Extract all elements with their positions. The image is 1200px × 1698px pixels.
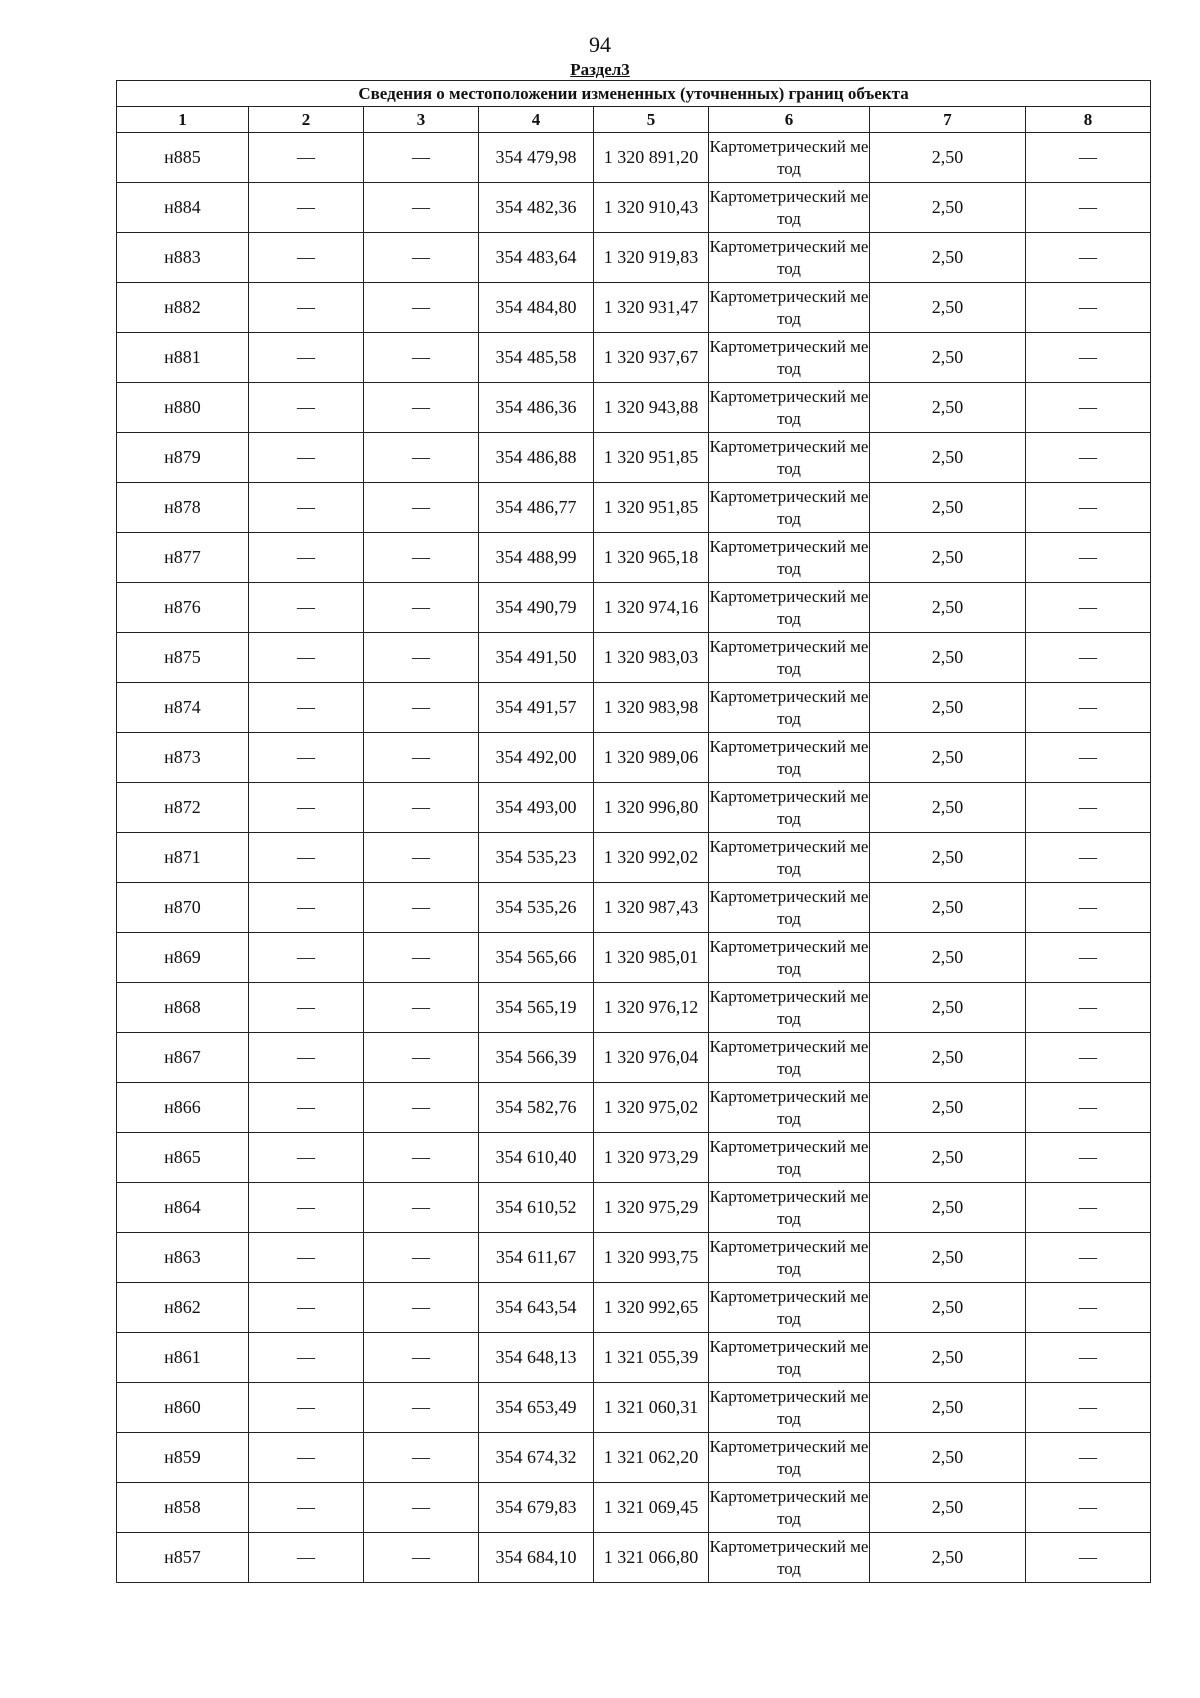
- point-id-cell: н860: [117, 1383, 249, 1433]
- empty-dash-cell: —: [1026, 583, 1151, 633]
- empty-dash-cell: —: [1026, 683, 1151, 733]
- method-cell: Картометрический метод: [709, 233, 870, 283]
- method-cell: Картометрический метод: [709, 1133, 870, 1183]
- table-row: [117, 1083, 1151, 1133]
- empty-dash-cell: —: [364, 233, 479, 283]
- point-id-cell: н871: [117, 833, 249, 883]
- y-coordinate-cell: 1 320 985,01: [594, 933, 709, 983]
- empty-dash-cell: —: [1026, 1233, 1151, 1283]
- empty-dash-cell: —: [1026, 633, 1151, 683]
- point-id-cell: н858: [117, 1483, 249, 1533]
- y-coordinate-cell: 1 321 069,45: [594, 1483, 709, 1533]
- accuracy-cell: 2,50: [870, 1133, 1026, 1183]
- y-coordinate-cell: 1 320 965,18: [594, 533, 709, 583]
- empty-dash-cell: —: [1026, 733, 1151, 783]
- column-number: 4: [479, 107, 594, 133]
- accuracy-cell: 2,50: [870, 1533, 1026, 1583]
- column-number: 5: [594, 107, 709, 133]
- empty-dash-cell: —: [364, 1333, 479, 1383]
- empty-dash-cell: —: [1026, 1333, 1151, 1383]
- method-cell: Картометрический метод: [709, 933, 870, 983]
- y-coordinate-cell: 1 320 951,85: [594, 433, 709, 483]
- empty-dash-cell: —: [249, 433, 364, 483]
- empty-dash-cell: —: [1026, 1083, 1151, 1133]
- empty-dash-cell: —: [1026, 783, 1151, 833]
- point-id-cell: н874: [117, 683, 249, 733]
- method-cell: Картометрический метод: [709, 583, 870, 633]
- accuracy-cell: 2,50: [870, 483, 1026, 533]
- method-cell: Картометрический метод: [709, 1483, 870, 1533]
- y-coordinate-cell: 1 320 951,85: [594, 483, 709, 533]
- point-id-cell: н875: [117, 633, 249, 683]
- point-id-cell: н877: [117, 533, 249, 583]
- empty-dash-cell: —: [1026, 983, 1151, 1033]
- x-coordinate-cell: 354 684,10: [479, 1533, 594, 1583]
- table-row: [117, 833, 1151, 883]
- table-row: [117, 983, 1151, 1033]
- y-coordinate-cell: 1 320 974,16: [594, 583, 709, 633]
- empty-dash-cell: —: [249, 283, 364, 333]
- column-number: 1: [117, 107, 249, 133]
- method-cell: Картометрический метод: [709, 883, 870, 933]
- table-row: [117, 1283, 1151, 1333]
- accuracy-cell: 2,50: [870, 783, 1026, 833]
- table-row: [117, 433, 1151, 483]
- empty-dash-cell: —: [249, 683, 364, 733]
- point-id-cell: н883: [117, 233, 249, 283]
- y-coordinate-cell: 1 320 989,06: [594, 733, 709, 783]
- empty-dash-cell: —: [249, 883, 364, 933]
- empty-dash-cell: —: [364, 283, 479, 333]
- accuracy-cell: 2,50: [870, 833, 1026, 883]
- y-coordinate-cell: 1 320 973,29: [594, 1133, 709, 1183]
- y-coordinate-cell: 1 320 937,67: [594, 333, 709, 383]
- method-cell: Картометрический метод: [709, 833, 870, 883]
- x-coordinate-cell: 354 486,77: [479, 483, 594, 533]
- empty-dash-cell: —: [1026, 333, 1151, 383]
- method-cell: Картометрический метод: [709, 1383, 870, 1433]
- method-cell: Картометрический метод: [709, 733, 870, 783]
- table-row: [117, 1033, 1151, 1083]
- empty-dash-cell: —: [249, 983, 364, 1033]
- table-row: [117, 283, 1151, 333]
- empty-dash-cell: —: [1026, 1033, 1151, 1083]
- method-cell: Картометрический метод: [709, 1433, 870, 1483]
- empty-dash-cell: —: [364, 1533, 479, 1583]
- x-coordinate-cell: 354 483,64: [479, 233, 594, 283]
- accuracy-cell: 2,50: [870, 1383, 1026, 1433]
- empty-dash-cell: —: [1026, 1533, 1151, 1583]
- point-id-cell: н861: [117, 1333, 249, 1383]
- empty-dash-cell: —: [249, 933, 364, 983]
- method-cell: Картометрический метод: [709, 983, 870, 1033]
- empty-dash-cell: —: [364, 683, 479, 733]
- table-row: [117, 1383, 1151, 1433]
- accuracy-cell: 2,50: [870, 1033, 1026, 1083]
- point-id-cell: н878: [117, 483, 249, 533]
- empty-dash-cell: —: [1026, 283, 1151, 333]
- x-coordinate-cell: 354 484,80: [479, 283, 594, 333]
- point-id-cell: н881: [117, 333, 249, 383]
- point-id-cell: н872: [117, 783, 249, 833]
- empty-dash-cell: —: [1026, 383, 1151, 433]
- accuracy-cell: 2,50: [870, 133, 1026, 183]
- x-coordinate-cell: 354 535,26: [479, 883, 594, 933]
- x-coordinate-cell: 354 610,40: [479, 1133, 594, 1183]
- column-number: 7: [870, 107, 1026, 133]
- empty-dash-cell: —: [1026, 533, 1151, 583]
- accuracy-cell: 2,50: [870, 683, 1026, 733]
- y-coordinate-cell: 1 321 062,20: [594, 1433, 709, 1483]
- accuracy-cell: 2,50: [870, 283, 1026, 333]
- y-coordinate-cell: 1 320 992,65: [594, 1283, 709, 1333]
- empty-dash-cell: —: [364, 1133, 479, 1183]
- x-coordinate-cell: 354 488,99: [479, 533, 594, 583]
- point-id-cell: н884: [117, 183, 249, 233]
- accuracy-cell: 2,50: [870, 433, 1026, 483]
- y-coordinate-cell: 1 320 976,04: [594, 1033, 709, 1083]
- empty-dash-cell: —: [364, 1033, 479, 1083]
- y-coordinate-cell: 1 320 891,20: [594, 133, 709, 183]
- empty-dash-cell: —: [364, 1083, 479, 1133]
- empty-dash-cell: —: [364, 133, 479, 183]
- y-coordinate-cell: 1 321 066,80: [594, 1533, 709, 1583]
- point-id-cell: н873: [117, 733, 249, 783]
- accuracy-cell: 2,50: [870, 1083, 1026, 1133]
- empty-dash-cell: —: [364, 1283, 479, 1333]
- point-id-cell: н864: [117, 1183, 249, 1233]
- x-coordinate-cell: 354 611,67: [479, 1233, 594, 1283]
- x-coordinate-cell: 354 493,00: [479, 783, 594, 833]
- empty-dash-cell: —: [364, 583, 479, 633]
- column-number: 2: [249, 107, 364, 133]
- point-id-cell: н882: [117, 283, 249, 333]
- table-row: [117, 933, 1151, 983]
- accuracy-cell: 2,50: [870, 1283, 1026, 1333]
- x-coordinate-cell: 354 482,36: [479, 183, 594, 233]
- table-row: [117, 1333, 1151, 1383]
- empty-dash-cell: —: [249, 1283, 364, 1333]
- y-coordinate-cell: 1 320 983,03: [594, 633, 709, 683]
- method-cell: Картометрический метод: [709, 1083, 870, 1133]
- empty-dash-cell: —: [364, 183, 479, 233]
- method-cell: Картометрический метод: [709, 1283, 870, 1333]
- y-coordinate-cell: 1 320 943,88: [594, 383, 709, 433]
- x-coordinate-cell: 354 492,00: [479, 733, 594, 783]
- empty-dash-cell: —: [364, 1383, 479, 1433]
- empty-dash-cell: —: [249, 1083, 364, 1133]
- table-row: [117, 633, 1151, 683]
- empty-dash-cell: —: [1026, 1183, 1151, 1233]
- empty-dash-cell: —: [1026, 883, 1151, 933]
- empty-dash-cell: —: [1026, 233, 1151, 283]
- empty-dash-cell: —: [364, 833, 479, 883]
- table-row: [117, 483, 1151, 533]
- x-coordinate-cell: 354 485,58: [479, 333, 594, 383]
- accuracy-cell: 2,50: [870, 383, 1026, 433]
- accuracy-cell: 2,50: [870, 333, 1026, 383]
- point-id-cell: н876: [117, 583, 249, 633]
- x-coordinate-cell: 354 653,49: [479, 1383, 594, 1433]
- x-coordinate-cell: 354 491,50: [479, 633, 594, 683]
- x-coordinate-cell: 354 643,54: [479, 1283, 594, 1333]
- method-cell: Картометрический метод: [709, 333, 870, 383]
- y-coordinate-cell: 1 320 931,47: [594, 283, 709, 333]
- empty-dash-cell: —: [1026, 483, 1151, 533]
- point-id-cell: н870: [117, 883, 249, 933]
- accuracy-cell: 2,50: [870, 1333, 1026, 1383]
- empty-dash-cell: —: [364, 483, 479, 533]
- column-number: 3: [364, 107, 479, 133]
- table-row: [117, 683, 1151, 733]
- point-id-cell: н869: [117, 933, 249, 983]
- method-cell: Картометрический метод: [709, 783, 870, 833]
- empty-dash-cell: —: [364, 1433, 479, 1483]
- table-row: [117, 133, 1151, 183]
- x-coordinate-cell: 354 648,13: [479, 1333, 594, 1383]
- point-id-cell: н857: [117, 1533, 249, 1583]
- method-cell: Картометрический метод: [709, 633, 870, 683]
- x-coordinate-cell: 354 535,23: [479, 833, 594, 883]
- empty-dash-cell: —: [364, 783, 479, 833]
- table-row: [117, 1483, 1151, 1533]
- x-coordinate-cell: 354 486,88: [479, 433, 594, 483]
- empty-dash-cell: —: [364, 883, 479, 933]
- method-cell: Картометрический метод: [709, 1033, 870, 1083]
- point-id-cell: н865: [117, 1133, 249, 1183]
- empty-dash-cell: —: [249, 783, 364, 833]
- point-id-cell: н866: [117, 1083, 249, 1133]
- x-coordinate-cell: 354 566,39: [479, 1033, 594, 1083]
- y-coordinate-cell: 1 320 983,98: [594, 683, 709, 733]
- accuracy-cell: 2,50: [870, 1183, 1026, 1233]
- method-cell: Картометрический метод: [709, 183, 870, 233]
- empty-dash-cell: —: [1026, 833, 1151, 883]
- column-number: 8: [1026, 107, 1151, 133]
- empty-dash-cell: —: [1026, 433, 1151, 483]
- y-coordinate-cell: 1 320 975,02: [594, 1083, 709, 1133]
- x-coordinate-cell: 354 610,52: [479, 1183, 594, 1233]
- empty-dash-cell: —: [1026, 133, 1151, 183]
- empty-dash-cell: —: [249, 383, 364, 433]
- method-cell: Картометрический метод: [709, 533, 870, 583]
- y-coordinate-cell: 1 320 987,43: [594, 883, 709, 933]
- method-cell: Картометрический метод: [709, 1333, 870, 1383]
- coordinates-table: [116, 80, 1151, 1583]
- accuracy-cell: 2,50: [870, 733, 1026, 783]
- accuracy-cell: 2,50: [870, 1433, 1026, 1483]
- empty-dash-cell: —: [364, 1233, 479, 1283]
- x-coordinate-cell: 354 479,98: [479, 133, 594, 183]
- table-row: [117, 733, 1151, 783]
- empty-dash-cell: —: [249, 183, 364, 233]
- accuracy-cell: 2,50: [870, 983, 1026, 1033]
- empty-dash-cell: —: [364, 633, 479, 683]
- method-cell: Картометрический метод: [709, 483, 870, 533]
- empty-dash-cell: —: [249, 533, 364, 583]
- y-coordinate-cell: 1 320 919,83: [594, 233, 709, 283]
- empty-dash-cell: —: [249, 233, 364, 283]
- empty-dash-cell: —: [1026, 1433, 1151, 1483]
- empty-dash-cell: —: [1026, 1133, 1151, 1183]
- method-cell: Картометрический метод: [709, 1233, 870, 1283]
- empty-dash-cell: —: [364, 1183, 479, 1233]
- accuracy-cell: 2,50: [870, 1483, 1026, 1533]
- empty-dash-cell: —: [249, 1183, 364, 1233]
- point-id-cell: н859: [117, 1433, 249, 1483]
- method-cell: Картометрический метод: [709, 1183, 870, 1233]
- y-coordinate-cell: 1 320 976,12: [594, 983, 709, 1033]
- point-id-cell: н862: [117, 1283, 249, 1333]
- x-coordinate-cell: 354 679,83: [479, 1483, 594, 1533]
- column-number-row: [117, 107, 1151, 133]
- method-cell: Картометрический метод: [709, 133, 870, 183]
- accuracy-cell: 2,50: [870, 183, 1026, 233]
- method-cell: Картометрический метод: [709, 433, 870, 483]
- empty-dash-cell: —: [364, 383, 479, 433]
- empty-dash-cell: —: [364, 733, 479, 783]
- empty-dash-cell: —: [364, 933, 479, 983]
- x-coordinate-cell: 354 565,66: [479, 933, 594, 983]
- empty-dash-cell: —: [249, 833, 364, 883]
- empty-dash-cell: —: [249, 133, 364, 183]
- table-row: [117, 1183, 1151, 1233]
- table-row: [117, 1433, 1151, 1483]
- point-id-cell: н879: [117, 433, 249, 483]
- table-row: [117, 883, 1151, 933]
- table-row: [117, 333, 1151, 383]
- empty-dash-cell: —: [1026, 1383, 1151, 1433]
- point-id-cell: н880: [117, 383, 249, 433]
- empty-dash-cell: —: [364, 433, 479, 483]
- table-row: [117, 233, 1151, 283]
- accuracy-cell: 2,50: [870, 233, 1026, 283]
- y-coordinate-cell: 1 320 910,43: [594, 183, 709, 233]
- table-row: [117, 783, 1151, 833]
- table-caption: Сведения о местоположении измененных (уточненных) границ объекта: [117, 81, 1151, 107]
- empty-dash-cell: —: [249, 1033, 364, 1083]
- empty-dash-cell: —: [249, 1333, 364, 1383]
- empty-dash-cell: —: [1026, 1283, 1151, 1333]
- y-coordinate-cell: 1 321 055,39: [594, 1333, 709, 1383]
- x-coordinate-cell: 354 582,76: [479, 1083, 594, 1133]
- empty-dash-cell: —: [364, 983, 479, 1033]
- table-row: [117, 583, 1151, 633]
- method-cell: Картометрический метод: [709, 683, 870, 733]
- empty-dash-cell: —: [249, 333, 364, 383]
- y-coordinate-cell: 1 321 060,31: [594, 1383, 709, 1433]
- table-row: [117, 383, 1151, 433]
- accuracy-cell: 2,50: [870, 633, 1026, 683]
- accuracy-cell: 2,50: [870, 1233, 1026, 1283]
- x-coordinate-cell: 354 486,36: [479, 383, 594, 433]
- empty-dash-cell: —: [364, 1483, 479, 1533]
- empty-dash-cell: —: [249, 583, 364, 633]
- y-coordinate-cell: 1 320 993,75: [594, 1233, 709, 1283]
- x-coordinate-cell: 354 491,57: [479, 683, 594, 733]
- empty-dash-cell: —: [1026, 183, 1151, 233]
- method-cell: Картометрический метод: [709, 1533, 870, 1583]
- table-body: [117, 133, 1151, 1583]
- point-id-cell: н885: [117, 133, 249, 183]
- empty-dash-cell: —: [364, 533, 479, 583]
- y-coordinate-cell: 1 320 992,02: [594, 833, 709, 883]
- y-coordinate-cell: 1 320 975,29: [594, 1183, 709, 1233]
- empty-dash-cell: —: [249, 1133, 364, 1183]
- empty-dash-cell: —: [1026, 933, 1151, 983]
- page-number: 94: [589, 32, 611, 57]
- accuracy-cell: 2,50: [870, 533, 1026, 583]
- empty-dash-cell: —: [249, 1233, 364, 1283]
- column-number: 6: [709, 107, 870, 133]
- table-row: [117, 183, 1151, 233]
- empty-dash-cell: —: [249, 1483, 364, 1533]
- section-title: Раздел3: [570, 60, 630, 79]
- accuracy-cell: 2,50: [870, 933, 1026, 983]
- empty-dash-cell: —: [249, 1383, 364, 1433]
- empty-dash-cell: —: [249, 1533, 364, 1583]
- empty-dash-cell: —: [249, 1433, 364, 1483]
- x-coordinate-cell: 354 674,32: [479, 1433, 594, 1483]
- accuracy-cell: 2,50: [870, 583, 1026, 633]
- table-row: [117, 1533, 1151, 1583]
- y-coordinate-cell: 1 320 996,80: [594, 783, 709, 833]
- method-cell: Картометрический метод: [709, 283, 870, 333]
- x-coordinate-cell: 354 565,19: [479, 983, 594, 1033]
- point-id-cell: н867: [117, 1033, 249, 1083]
- point-id-cell: н868: [117, 983, 249, 1033]
- table-row: [117, 1233, 1151, 1283]
- empty-dash-cell: —: [249, 733, 364, 783]
- empty-dash-cell: —: [364, 333, 479, 383]
- accuracy-cell: 2,50: [870, 883, 1026, 933]
- x-coordinate-cell: 354 490,79: [479, 583, 594, 633]
- empty-dash-cell: —: [249, 483, 364, 533]
- empty-dash-cell: —: [1026, 1483, 1151, 1533]
- point-id-cell: н863: [117, 1233, 249, 1283]
- method-cell: Картометрический метод: [709, 383, 870, 433]
- table-row: [117, 1133, 1151, 1183]
- table-row: [117, 533, 1151, 583]
- empty-dash-cell: —: [249, 633, 364, 683]
